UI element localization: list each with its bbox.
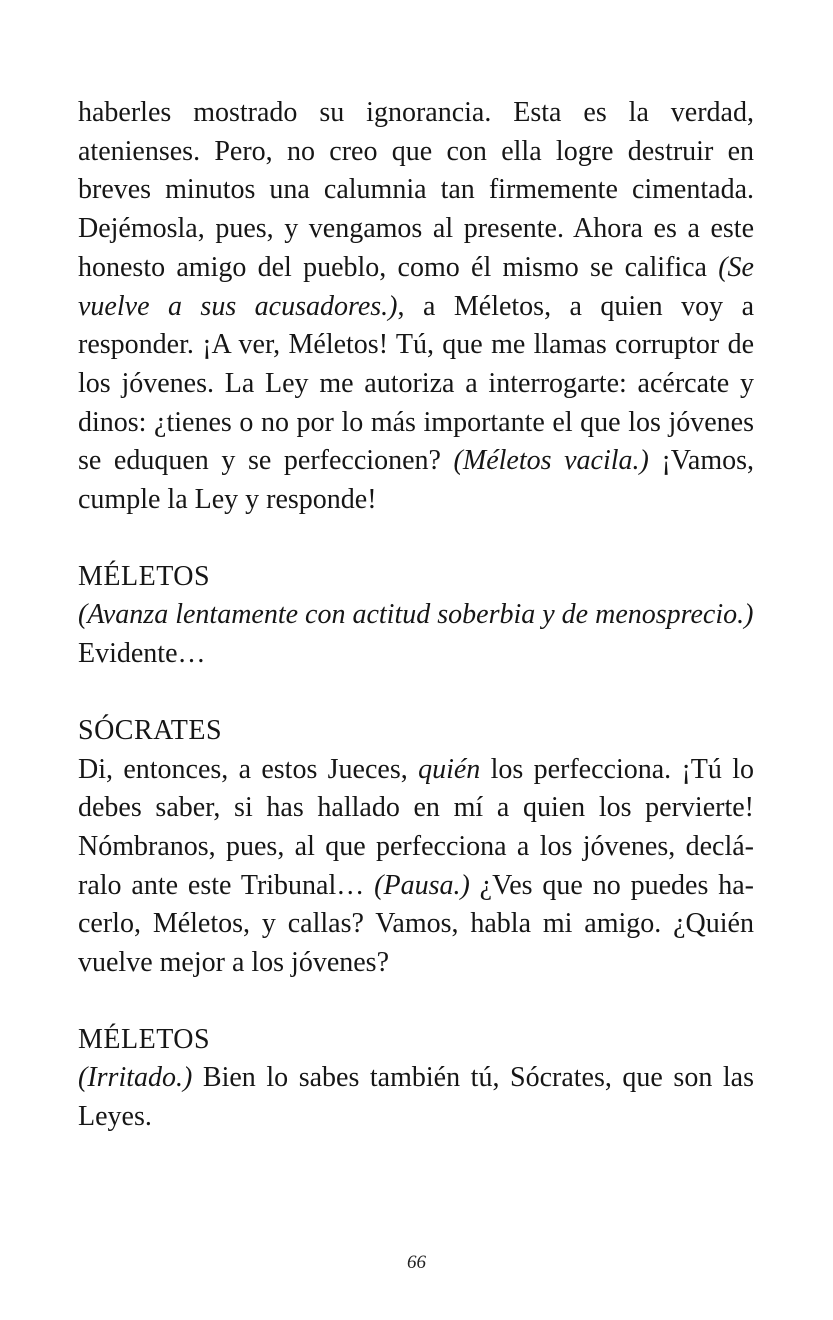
speaker-name: MÉLETOS: [78, 560, 211, 592]
speech-text: Bien lo sabes también tú, Sócrates, que son las Leyes.: [78, 1062, 754, 1133]
emphasis: quién: [418, 753, 481, 785]
socrates-speech-2: [78, 712, 754, 983]
stage-direction: (Se vuelve a sus acusadores.): [78, 251, 754, 322]
speech-text: Di, entonces, a estos Jueces,: [78, 753, 419, 785]
body-text: [78, 94, 754, 1137]
speech-text: ¿Ves que no puedes hacerlo, Méletos, y callas? Vamos, habla mi amigo. ¿Quién vuelve mejor a los jóvenes?: [78, 869, 754, 979]
stage-direction: (Pausa.): [374, 869, 470, 901]
speech-paragraph: [78, 1059, 754, 1136]
speech-text: haberles mostrado su ignorancia. Esta es la verdad, atenienses. Pero, no creo que con ella logre destruir en breves minutos una calumnia tan firmemente cimentada. Dejémosla, pues, y vengamos al presente. Ahora es a este honesto amigo del pueblo, como él mismo se califica: [78, 97, 754, 283]
meletos-speech-1: [78, 558, 754, 674]
speech-text: los perfecciona. ¡Tú lo debes saber, si has hallado en mí a quien los pervierte! Nómbranos, pues, al que perfecciona a los jóvenes, decláralo ante este Tribunal…: [78, 753, 755, 901]
speaker-name: MÉLETOS: [78, 1023, 211, 1055]
socrates-speech-paragraph: [78, 94, 754, 520]
speech-text: ¡Vamos, cumple la Ley y responde!: [78, 445, 755, 516]
speaker-name: SÓCRATES: [78, 714, 223, 746]
speech-text: Evidente…: [78, 638, 206, 670]
stage-direction: (Avanza lentamente con actitud soberbia y de menosprecio.): [78, 599, 754, 631]
speech-text: , a Méletos, a quien voy a responder. ¡A ver, Méletos! Tú, que me llamas corruptor de los jóvenes. La Ley me autoriza a interrogarte: acércate y dinos: ¿tienes o no por lo más importante el que los jóvenes se eduquen y se perfeccionen?: [78, 290, 754, 477]
stage-direction: (Irritado.): [78, 1062, 193, 1094]
stage-direction: (Méletos vacila.): [453, 445, 649, 477]
meletos-speech-2: [78, 1021, 754, 1137]
page-number: 66: [407, 1252, 426, 1273]
speech-paragraph: [78, 751, 754, 983]
